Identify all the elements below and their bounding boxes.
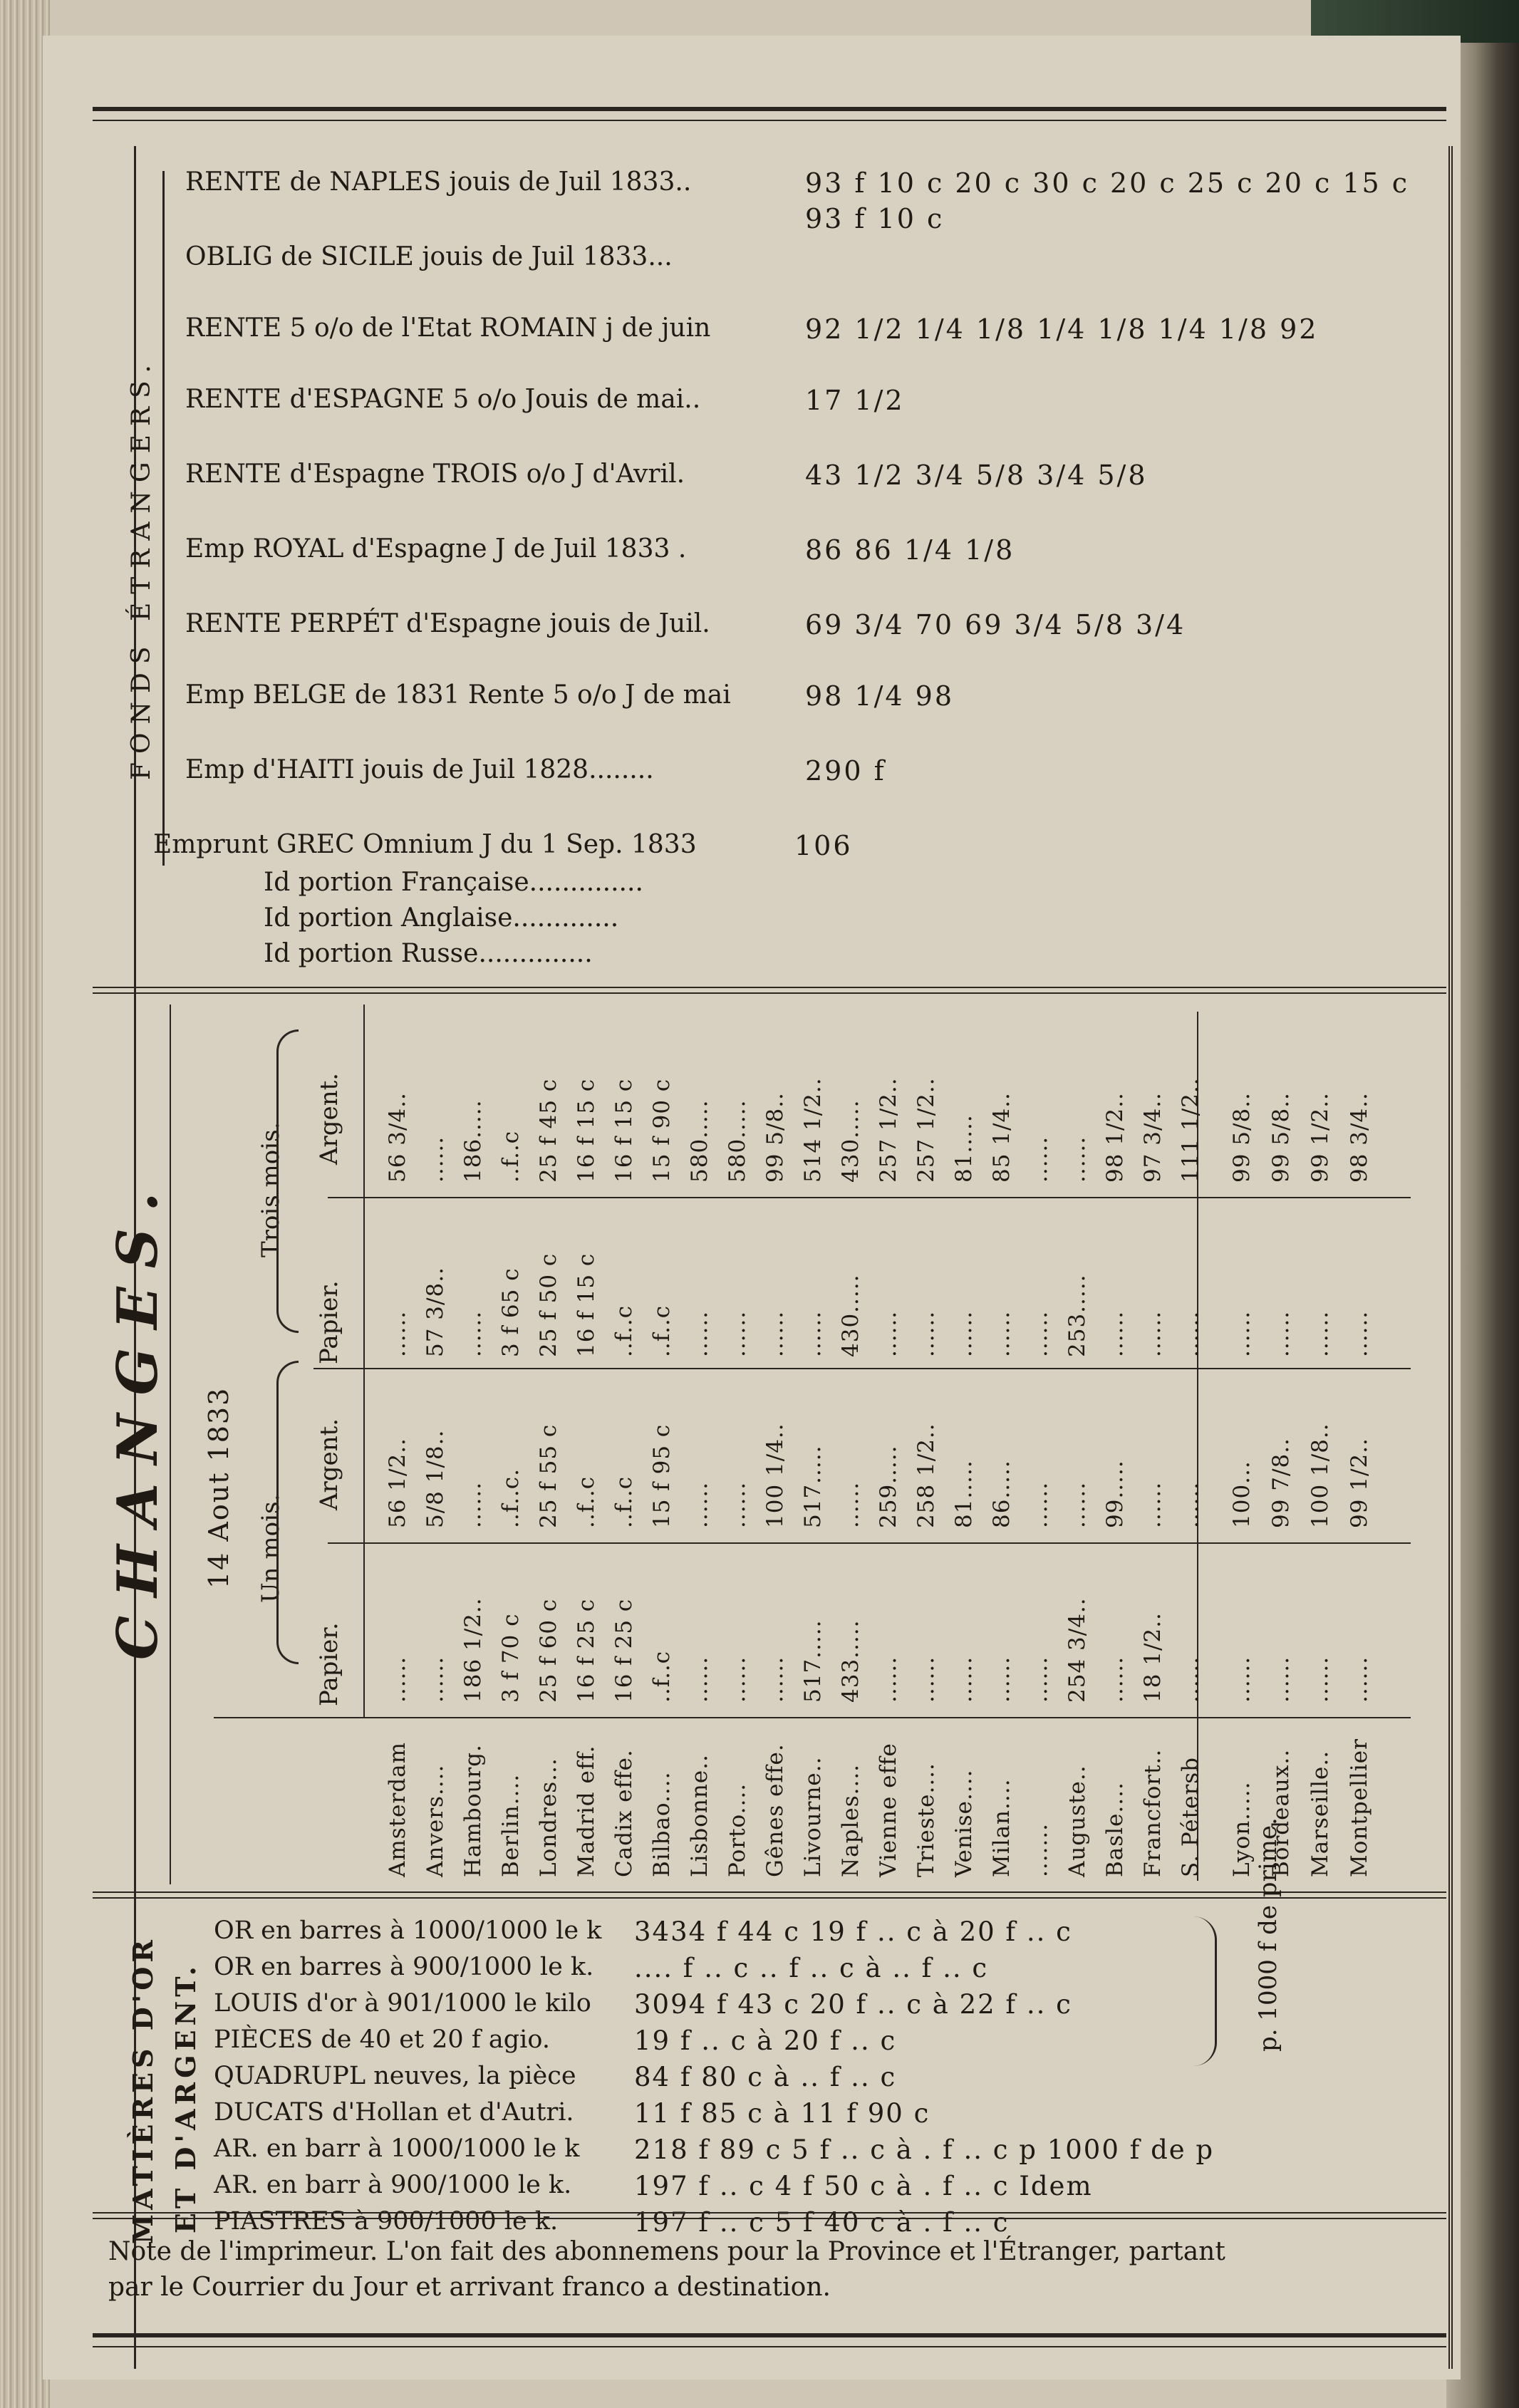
city-name: S. Pétersb — [1178, 1756, 1203, 1877]
city-name: Bilbao.... — [649, 1771, 675, 1877]
city-name: Montpellier — [1347, 1738, 1372, 1877]
tm-papier-cell: ...... — [1268, 1310, 1294, 1357]
um-argent-cell: 5/8 1/8.. — [422, 1429, 448, 1528]
um-papier-cell: 18 1/2.. — [1140, 1612, 1166, 1703]
fonds-row-label: RENTE d'Espagne TROIS o/o J d'Avril. — [185, 460, 685, 489]
tm-argent-cell: ..f..c — [498, 1130, 524, 1183]
tm-argent-cell: 16 f 15 c — [611, 1078, 637, 1183]
um-papier-cell: ...... — [1268, 1656, 1294, 1703]
tm-argent-cell: 56 3/4.. — [385, 1092, 410, 1183]
fonds-row-label: RENTE d'ESPAGNE 5 o/o Jouis de mai.. — [185, 385, 701, 414]
um-papier-cell: ..f..c — [649, 1650, 675, 1703]
um-argent-cell: ...... — [687, 1481, 712, 1528]
tm-papier-cell: ...... — [1307, 1310, 1333, 1357]
um-papier-cell: ...... — [1229, 1656, 1255, 1703]
matiere-value: 84 f 80 c à .. f .. c — [634, 2062, 897, 2092]
um-papier-cell: ...... — [1347, 1656, 1372, 1703]
tm-argent-cell: 111 1/2.. — [1178, 1077, 1203, 1183]
tm-argent-cell: 97 3/4.. — [1140, 1092, 1166, 1183]
um-argent-cell: ...... — [1064, 1481, 1090, 1528]
fonds-divider — [162, 171, 165, 866]
city-name: Bordeaux.. — [1268, 1748, 1294, 1877]
matiere-label: OR en barres à 1000/1000 le k — [214, 1916, 602, 1945]
um-papier-cell: ...... — [913, 1656, 939, 1703]
prime-brace — [1193, 1916, 1217, 2066]
matiere-value: 197 f .. c 4 f 50 c à . f .. c Idem — [634, 2171, 1093, 2201]
matiere-label: AR. en barr à 1000/1000 le k — [214, 2134, 580, 2163]
changes-title: CHANGES. — [105, 1173, 170, 1660]
matiere-value: 11 f 85 c à 11 f 90 c — [634, 2098, 930, 2129]
um-papier-cell: ...... — [1178, 1656, 1203, 1703]
tm-argent-cell: 99 5/8.. — [1268, 1092, 1294, 1183]
tm-argent-cell: 98 1/2.. — [1102, 1092, 1128, 1183]
un-mois-brace — [276, 1361, 299, 1664]
matiere-label: QUADRUPL neuves, la pièce — [214, 2062, 576, 2090]
matiere-label: OR en barres à 900/1000 le k. — [214, 1953, 594, 1981]
tm-argent-cell: 99 1/2.. — [1307, 1092, 1333, 1183]
tm-argent-header: Argent. — [315, 1072, 343, 1165]
city-name: Madrid eff. — [574, 1745, 599, 1877]
fonds-row-label: OBLIG de SICILE jouis de Juil 1833... — [185, 242, 673, 271]
fonds-bottom-rule — [93, 987, 1446, 994]
fonds-row-value: 290 f — [805, 755, 886, 787]
um-papier-cell: 25 f 60 c — [536, 1598, 561, 1703]
um-argent-cell: 56 1/2.. — [385, 1438, 410, 1528]
changes-mid-rule — [313, 1368, 1411, 1369]
tm-papier-cell: ...... — [1102, 1310, 1128, 1357]
tm-papier-cell: ...... — [913, 1310, 939, 1357]
trois-mois-header: Trois mois. — [256, 1121, 285, 1257]
um-argent-cell: 15 f 95 c — [649, 1423, 675, 1528]
prime-note: p. 1000 f de prime. — [1254, 1817, 1282, 2052]
tm-papier-cell: ...... — [1178, 1310, 1203, 1357]
matiere-value: 3434 f 44 c 19 f .. c à 20 f .. c — [634, 1916, 1072, 1947]
um-argent-cell: 99..... — [1102, 1460, 1128, 1528]
matiere-label: DUCATS d'Hollan et d'Autri. — [214, 2098, 574, 2127]
tm-papier-cell: ...... — [762, 1310, 788, 1357]
um-argent-cell: ...... — [1027, 1481, 1052, 1528]
tm-papier-header: Papier. — [315, 1280, 343, 1364]
um-split-rule — [328, 1542, 1411, 1544]
um-papier-cell: 16 f 25 c — [574, 1598, 599, 1703]
um-argent-cell: 258 1/2.. — [913, 1423, 939, 1528]
um-argent-cell: ..f..c. — [498, 1468, 524, 1528]
um-argent-cell: ...... — [838, 1481, 864, 1528]
tm-papier-cell: ..f..c — [649, 1304, 675, 1357]
um-argent-cell: 100 1/4.. — [762, 1423, 788, 1528]
fonds-row-label: RENTE PERPÉT d'Espagne jouis de Juil. — [185, 609, 710, 638]
tm-papier-cell: ...... — [800, 1310, 826, 1357]
city-name: Cadix effe. — [611, 1749, 637, 1877]
grec-portion: Id portion Française.............. — [264, 868, 643, 897]
tm-argent-cell: 430..... — [838, 1099, 864, 1183]
fonds-row-value: 98 1/4 98 — [805, 680, 955, 712]
top-rule — [93, 107, 1446, 121]
um-argent-cell: 517..... — [800, 1445, 826, 1528]
tm-papier-cell: ...... — [1347, 1310, 1372, 1357]
tm-argent-cell: 81..... — [951, 1114, 977, 1183]
matiere-value: .... f .. c .. f .. c à .. f .. c — [634, 1953, 989, 1983]
matiere-value: 218 f 89 c 5 f .. c à . f .. c p 1000 f de p — [634, 2134, 1215, 2165]
header-rule — [363, 1005, 365, 1717]
tm-argent-cell: 257 1/2.. — [913, 1077, 939, 1183]
tm-argent-cell: 16 f 15 c — [574, 1078, 599, 1183]
tm-papier-cell: ...... — [460, 1310, 486, 1357]
tm-papier-cell: ...... — [951, 1310, 977, 1357]
tm-argent-cell: ...... — [1064, 1136, 1090, 1183]
city-name: Trieste.... — [913, 1763, 939, 1877]
changes-left-rule — [170, 1005, 171, 1884]
grec-value: 106 — [794, 830, 853, 861]
grec-label: Emprunt GREC Omnium J du 1 Sep. 1833 — [153, 830, 697, 859]
tm-argent-cell: ...... — [1027, 1136, 1052, 1183]
fonds-row-label: Emp BELGE de 1831 Rente 5 o/o J de mai — [185, 680, 731, 710]
um-papier-cell: ...... — [989, 1656, 1015, 1703]
fonds-row-label: Emp ROYAL d'Espagne J de Juil 1833 . — [185, 534, 687, 564]
tm-papier-cell: 57 3/8.. — [422, 1267, 448, 1357]
trois-mois-brace — [276, 1029, 299, 1333]
city-name: Auguste.. — [1064, 1765, 1090, 1877]
um-argent-cell: ...... — [725, 1481, 750, 1528]
tm-papier-cell: ...... — [876, 1310, 901, 1357]
tm-argent-cell: 580..... — [725, 1099, 750, 1183]
tm-papier-cell: 16 f 15 c — [574, 1252, 599, 1357]
city-rule — [214, 1717, 1411, 1718]
matiere-label: PIASTRES à 900/1000 le k. — [214, 2207, 559, 2236]
city-name: Amsterdam — [385, 1741, 410, 1877]
city-name: Hambourg. — [460, 1744, 486, 1877]
tm-papier-cell: ...... — [1140, 1310, 1166, 1357]
city-name: Basle.... — [1102, 1782, 1128, 1877]
tm-papier-cell: ...... — [1027, 1310, 1052, 1357]
un-mois-header: Un mois. — [256, 1493, 285, 1603]
tm-argent-cell: 25 f 45 c — [536, 1078, 561, 1183]
city-name: Lisbonne.. — [687, 1754, 712, 1877]
tm-papier-cell: ..f..c — [611, 1304, 637, 1357]
matiere-label: PIÈCES de 40 et 20 f agio. — [214, 2025, 550, 2054]
um-papier-cell: ...... — [1102, 1656, 1128, 1703]
um-papier-cell: ...... — [725, 1656, 750, 1703]
tm-argent-cell: 514 1/2.. — [800, 1077, 826, 1183]
printer-note-line2: par le Courrier du Jour et arrivant franco a destination. — [108, 2273, 831, 2302]
um-papier-cell: ...... — [762, 1656, 788, 1703]
city-name: Marseille.. — [1307, 1750, 1333, 1877]
city-name: Londres... — [536, 1758, 561, 1877]
grec-portion: Id portion Russe.............. — [264, 939, 593, 968]
um-argent-cell: ...... — [1178, 1481, 1203, 1528]
matiere-value: 19 f .. c à 20 f .. c — [634, 2025, 897, 2056]
matieres-title-line2: ET D'ARGENT. — [170, 1962, 202, 2233]
tm-papier-cell: ...... — [725, 1310, 750, 1357]
tm-argent-cell: 580..... — [687, 1099, 712, 1183]
tm-argent-cell: ...... — [422, 1136, 448, 1183]
um-argent-cell: ..f..c — [574, 1475, 599, 1528]
changes-date: 14 Aout 1833 — [203, 1386, 234, 1589]
city-name: Berlin.... — [498, 1773, 524, 1877]
um-argent-cell: 99 7/8.. — [1268, 1438, 1294, 1528]
city-name: Milan.... — [989, 1778, 1015, 1877]
um-argent-cell: 81..... — [951, 1460, 977, 1528]
tm-argent-cell: 85 1/4.. — [989, 1092, 1015, 1183]
tm-argent-cell: 99 5/8.. — [762, 1092, 788, 1183]
fonds-row-value: 86 86 1/4 1/8 — [805, 534, 1015, 566]
um-argent-cell: 99 1/2.. — [1347, 1438, 1372, 1528]
fonds-row-label: RENTE de NAPLES jouis de Juil 1833.. — [185, 167, 692, 197]
city-name: Porto.... — [725, 1782, 750, 1877]
um-argent-cell: ..f..c — [611, 1475, 637, 1528]
um-papier-cell: 186 1/2.. — [460, 1597, 486, 1703]
city-name: ....... — [1027, 1823, 1052, 1877]
um-argent-cell: 100 1/8.. — [1307, 1423, 1333, 1528]
fonds-row-label: Emp d'HAITI jouis de Juil 1828........ — [185, 755, 654, 784]
city-name: Gênes effe. — [762, 1743, 788, 1877]
fonds-etrangers-title: FONDS ÉTRANGERS. — [127, 356, 156, 780]
fonds-row-value: 17 1/2 — [805, 385, 905, 416]
changes-bottom-rule — [93, 1891, 1446, 1899]
tm-papier-cell: 3 f 65 c — [498, 1267, 524, 1357]
um-papier-cell: 517..... — [800, 1619, 826, 1703]
printer-note-line1: Note de l'imprimeur. L'on fait des abonnemens pour la Province et l'Étranger, partant — [108, 2237, 1225, 2266]
um-papier-cell: 3 f 70 c — [498, 1613, 524, 1703]
matiere-value: 197 f .. c 5 f 40 c à . f .. c — [634, 2207, 1010, 2238]
tm-argent-cell: 98 3/4.. — [1347, 1092, 1372, 1183]
um-papier-cell: ...... — [1307, 1656, 1333, 1703]
city-name: Vienne effe — [876, 1743, 901, 1877]
fonds-row-value: 69 3/4 70 69 3/4 5/8 3/4 — [805, 609, 1186, 640]
um-papier-cell: ...... — [1027, 1656, 1052, 1703]
fonds-row-value: 93 f 10 c 20 c 30 c 20 c 25 c 20 c 15 c — [805, 167, 1410, 199]
tm-argent-cell: 186..... — [460, 1099, 486, 1183]
city-name: Lyon..... — [1229, 1781, 1255, 1877]
tm-papier-cell: ...... — [989, 1310, 1015, 1357]
um-papier-cell: 254 3/4.. — [1064, 1597, 1090, 1703]
city-name: Francfort.. — [1140, 1748, 1166, 1877]
matieres-bottom-rule — [93, 2212, 1446, 2219]
matiere-value: 3094 f 43 c 20 f .. c à 22 f .. c — [634, 1989, 1072, 2020]
um-argent-cell: 259..... — [876, 1445, 901, 1528]
printed-page — [43, 36, 1461, 2380]
tm-papier-cell: ...... — [687, 1310, 712, 1357]
um-papier-cell: 433..... — [838, 1619, 864, 1703]
matieres-title-line1: MATIÈRES D'OR — [127, 1936, 159, 2244]
fonds-row-value: 43 1/2 3/4 5/8 3/4 5/8 — [805, 460, 1148, 491]
city-name: Anvers.... — [422, 1764, 448, 1877]
um-papier-cell: ...... — [422, 1656, 448, 1703]
tm-split-rule — [328, 1197, 1411, 1198]
um-papier-cell: ...... — [385, 1656, 410, 1703]
city-name: Venise.... — [951, 1769, 977, 1877]
um-argent-cell: ...... — [460, 1481, 486, 1528]
um-argent-cell: ...... — [1140, 1481, 1166, 1528]
tm-argent-cell: 15 f 90 c — [649, 1078, 675, 1183]
fonds-row-value: 92 1/2 1/4 1/8 1/4 1/8 1/4 1/8 92 — [805, 313, 1319, 345]
fonds-row-value-2: 93 f 10 c — [805, 203, 945, 234]
tm-papier-cell: 253..... — [1064, 1274, 1090, 1357]
tm-papier-cell: 25 f 50 c — [536, 1252, 561, 1357]
um-argent-cell: 100... — [1229, 1460, 1255, 1528]
tm-argent-cell: 257 1/2.. — [876, 1077, 901, 1183]
um-argent-cell: 86..... — [989, 1460, 1015, 1528]
fonds-row-label: RENTE 5 o/o de l'Etat ROMAIN j de juin — [185, 313, 711, 343]
um-papier-cell: ...... — [687, 1656, 712, 1703]
matiere-label: AR. en barr à 900/1000 le k. — [214, 2171, 572, 2199]
um-papier-cell: ...... — [876, 1656, 901, 1703]
bottom-rule — [93, 2333, 1446, 2347]
um-papier-cell: ...... — [951, 1656, 977, 1703]
tm-papier-cell: ...... — [1229, 1310, 1255, 1357]
tm-argent-cell: 99 5/8.. — [1229, 1092, 1255, 1183]
tm-papier-cell: ...... — [385, 1310, 410, 1357]
um-papier-cell: 16 f 25 c — [611, 1598, 637, 1703]
city-name: Naples.... — [838, 1763, 864, 1877]
city-name: Livourne.. — [800, 1756, 826, 1877]
um-argent-header: Argent. — [315, 1418, 343, 1510]
tm-papier-cell: 430..... — [838, 1274, 864, 1357]
grec-portion: Id portion Anglaise............. — [264, 903, 619, 933]
um-argent-cell: 25 f 55 c — [536, 1423, 561, 1528]
um-papier-header: Papier. — [315, 1622, 343, 1706]
matiere-label: LOUIS d'or à 901/1000 le kilo — [214, 1989, 591, 2018]
